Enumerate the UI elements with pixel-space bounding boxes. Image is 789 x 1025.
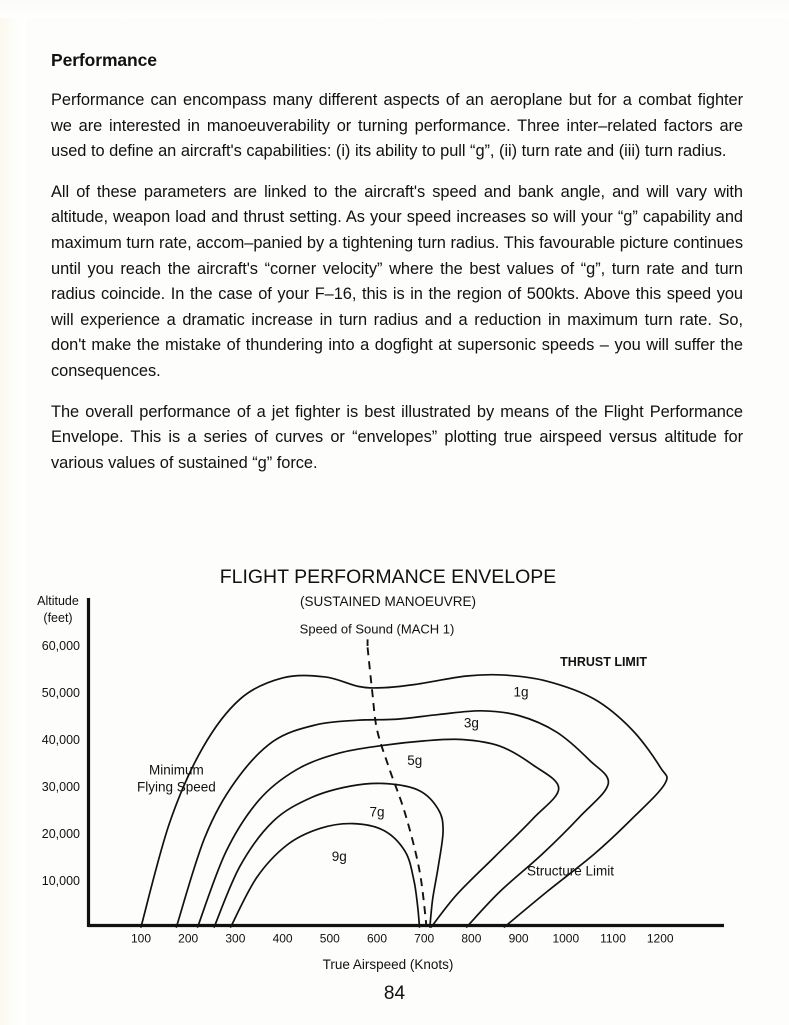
structure-limit-label-line: Structure Limit (527, 863, 615, 879)
y-axis-unit: (feet) (43, 611, 73, 625)
structure-limit-label (527, 863, 614, 878)
paragraph-1: Performance can encompass many different aspects of an aeroplane but for a combat fighter we are interested in manoeuverability or turning performance. Three inter–related factors are used to define an aircraft's capabilities: (i) its ability to pull “g”, (ii) turn rate and (iii) turn radius. (51, 91, 743, 161)
envelope-curve-9g (231, 824, 420, 927)
x-tick-label: 800 (461, 931, 482, 946)
paragraph-2: All of these parameters are linked to the aircraft's speed and bank angle, and will vary with altitude, weapon load and thrust setting. As your speed increases so will your “g” capability and maximum turn rate, accom–panied by a tightening turn radius. This favourable picture continues until you reach the aircraft's “corner velocity” where the best values of “g”, turn rate and turn radius coincide. In the case of your F–16, this is in the region of 500kts. Above this speed you will experience a dramatic increase in turn radius and a reduction in maximum turn rate. So, don't make the mistake of thundering into a dogfight at supersonic speeds – you will suffer the consequences. (51, 182, 743, 380)
chart-annotation-group (137, 621, 647, 878)
scan-edge-tint-top (0, 0, 789, 18)
minimum-flying-speed-label (137, 762, 216, 794)
y-tick-label: 10,000 (41, 874, 80, 888)
x-tick-label: 1200 (646, 931, 674, 946)
y-tick-label: 40,000 (41, 733, 80, 747)
envelope-curve-7g (214, 783, 443, 927)
mach-line-label-line: Speed of Sound (MACH 1) (299, 621, 455, 637)
x-tick-label-group (131, 932, 674, 946)
x-tick-label: 700 (414, 931, 435, 946)
chart-subtitle: (SUSTAINED MANOEUVRE) (299, 594, 477, 609)
y-tick-label: 20,000 (41, 827, 80, 841)
section-heading: Performance (51, 50, 157, 70)
x-tick-label: 1100 (600, 931, 626, 946)
curve-label-3g: 3g (463, 715, 479, 731)
page-content (51, 50, 743, 476)
x-axis-title: True Airspeed (Knots) (322, 957, 454, 972)
curve-label-5g: 5g (407, 752, 423, 768)
page-number: 84 (383, 983, 406, 1004)
x-tick-label: 400 (272, 931, 293, 946)
flight-performance-envelope-chart (0, 560, 789, 980)
curve-label-9g: 9g (331, 849, 347, 865)
x-tick-label: 100 (130, 931, 152, 946)
x-tick-label: 900 (508, 931, 529, 946)
minimum-flying-speed-label-line: Minimum (149, 762, 204, 778)
mach-1-dashed-line (368, 647, 427, 927)
thrust-limit-label-line: THRUST LIMIT (560, 655, 647, 670)
y-tick-label-group (42, 639, 80, 888)
paragraph-3: The overall performance of a jet fighter is best illustrated by means of the Flight Performance Envelope. This is a series of curves or “envelopes” plotting true airspeed versus altitude for various values of sustained “g” force. (51, 402, 743, 472)
chart-title: FLIGHT PERFORMANCE ENVELOPE (219, 566, 557, 588)
y-tick-label: 50,000 (41, 686, 80, 700)
thrust-limit-label (560, 655, 647, 669)
mach-line-group (368, 647, 427, 927)
y-tick-label: 30,000 (41, 780, 80, 794)
x-tick-label: 600 (366, 931, 388, 946)
envelope-curve-1g (141, 675, 667, 927)
x-tick-label: 300 (225, 931, 246, 946)
minimum-flying-speed-label-line: Flying Speed (136, 779, 216, 795)
y-tick-label: 60,000 (41, 639, 80, 653)
x-tick-label: 200 (178, 931, 199, 946)
x-tick-label: 500 (319, 931, 340, 946)
chart-svg (0, 560, 789, 980)
curve-label-7g: 7g (369, 804, 385, 820)
y-axis-title: Altitude (37, 594, 79, 608)
mach-line-label (300, 621, 455, 636)
curve-label-1g: 1g (513, 684, 529, 700)
x-tick-label: 1000 (552, 931, 580, 946)
envelope-curve-group (141, 675, 667, 927)
envelope-curve-5g (198, 739, 559, 927)
